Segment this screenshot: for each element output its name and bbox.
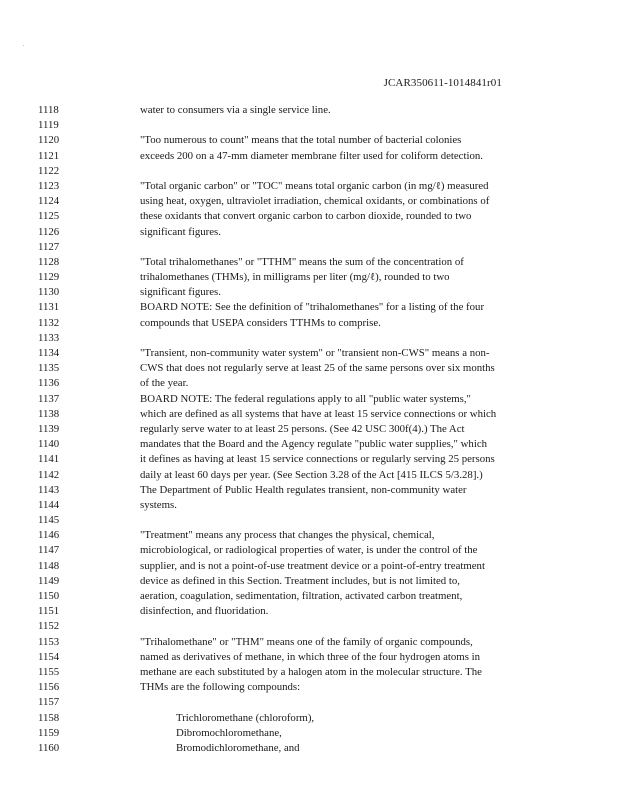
line-number: 1152 [38,620,60,633]
line-text: microbiological, or radiological properties of water, is under the control of the [140,544,478,557]
line-number: 1134 [38,347,60,359]
document-line [0,361,618,376]
line-number: 1156 [38,681,60,694]
document-line [0,179,618,194]
line-text: daily at least 60 days per year. (See Section 3.28 of the Act [415 ILCS 5/3.28].) [140,468,483,481]
line-number: 1154 [38,650,60,663]
line-text: of the year. [140,377,189,390]
line-number: 1126 [38,225,60,238]
line-number: 1125 [38,210,60,223]
line-number: 1135 [38,362,60,375]
document-line [0,285,618,300]
line-text: BOARD NOTE: See the definition of "trihalomethanes" for a listing of the four [140,301,485,314]
line-text: "Total organic carbon" or "TOC" means total organic carbon (in mg/ℓ) measured [140,179,489,192]
document-line [0,255,618,270]
line-number: 1145 [38,514,60,527]
line-number: 1130 [38,286,60,299]
line-number: 1137 [38,392,60,405]
line-text: significant figures. [140,286,221,299]
line-number: 1124 [38,195,60,208]
line-text: methane are each substituted by a halogen atom in the molecular structure. The [140,665,482,678]
line-number: 1136 [38,377,60,390]
line-number: 1121 [38,149,60,162]
line-number: 1123 [38,179,60,192]
line-number: 1138 [38,407,60,420]
document-line [0,118,618,133]
line-text: using heat, oxygen, ultraviolet irradiation, chemical oxidants, or combinations of [140,195,490,208]
document-line [0,331,618,346]
line-number: 1120 [38,134,60,147]
line-number: 1143 [38,483,60,496]
document-line [0,498,618,513]
line-number: 1132 [38,316,60,329]
document-line [0,680,618,695]
line-text: Trichloromethane (chloroform), [176,711,315,724]
line-number: 1127 [38,240,60,253]
line-number: 1142 [38,468,60,481]
line-text: exceeds 200 on a 47-mm diameter membrane filter used for coliform detection. [140,149,483,162]
line-text: "Trihalomethane" or "THM" means one of the family of organic compounds, [140,635,473,648]
line-text: "Too numerous to count" means that the total number of bacterial colonies [140,134,462,147]
line-number: 1146 [38,529,60,542]
line-text: which are defined as all systems that have at least 15 service connections or which [140,407,497,420]
line-text: CWS that does not regularly serve at least 25 of the same persons over six months [140,362,495,375]
document-line [0,133,618,148]
document-line [0,103,618,118]
line-number: 1133 [38,331,60,344]
document-line [0,209,618,224]
line-text: THMs are the following compounds: [140,681,301,694]
line-text: aeration, coagulation, sedimentation, filtration, activated carbon treatment, [140,590,463,602]
line-number: 1147 [38,544,60,557]
line-text: "Treatment" means any process that changes the physical, chemical, [140,529,435,542]
document-body [0,103,618,756]
document-line [0,376,618,391]
line-number: 1131 [38,301,60,314]
document-line [0,407,618,422]
document-line [0,452,618,467]
document-line [0,574,618,589]
document-line [0,437,618,452]
line-number: 1153 [38,635,60,648]
line-number: 1129 [38,271,60,284]
line-number: 1157 [38,696,60,709]
line-text: disinfection, and fluoridation. [140,605,269,618]
line-number: 1148 [38,559,60,572]
line-text: mandates that the Board and the Agency regulate "public water supplies," which [140,438,488,451]
line-text: named as derivatives of methane, in which three of the four hydrogen atoms in [140,650,480,663]
line-number: 1140 [38,438,60,451]
line-text: "Total trihalomethanes" or "TTHM" means the sum of the concentration of [140,255,464,268]
line-number: 1144 [38,498,60,511]
line-number: 1151 [38,605,60,618]
line-number: 1139 [38,422,60,435]
document-line [0,270,618,285]
document-line [0,711,618,726]
document-line [0,559,618,574]
line-number: 1122 [38,164,60,177]
line-text: The Department of Public Health regulates transient, non-community water [140,483,467,496]
line-text: compounds that USEPA considers TTHMs to comprise. [140,316,381,329]
line-text: BOARD NOTE: The federal regulations apply to all "public water systems," [140,392,471,405]
line-number: 1118 [38,104,59,116]
line-text: Dibromochloromethane, [176,726,282,739]
line-text: trihalomethanes (THMs), in milligrams per liter (mg/ℓ), rounded to two [140,271,450,284]
document-line [0,422,618,437]
line-number: 1149 [38,574,60,587]
document-line [0,513,618,528]
document-line [0,483,618,498]
line-number: 1119 [38,119,59,132]
document-line [0,741,618,756]
line-number: 1128 [38,255,60,268]
line-text: significant figures. [140,225,221,238]
document-line [0,300,618,315]
corner-mark: . [23,42,25,48]
line-number: 1155 [38,665,60,678]
document-line [0,316,618,331]
line-number: 1141 [38,453,60,466]
document-line [0,619,618,634]
line-text: "Transient, non-community water system" or "transient non-CWS" means a non- [140,347,490,359]
document-line [0,194,618,209]
document-line [0,589,618,604]
line-text: supplier, and is not a point-of-use treatment device or a point-of-entry treatment [140,559,485,572]
document-line [0,543,618,558]
document-line [0,528,618,543]
line-text: systems. [140,498,177,511]
line-text: these oxidants that convert organic carbon to carbon dioxide, rounded to two [140,210,472,223]
line-number: 1150 [38,590,60,602]
document-line [0,726,618,741]
line-text: Bromodichloromethane, and [176,741,300,754]
document-line [0,346,618,361]
line-text: regularly serve water to at least 25 persons. (See 42 USC 300f(4).) The Act [140,422,465,435]
document-line [0,164,618,179]
document-line [0,225,618,240]
line-text: it defines as having at least 15 service connections or regularly serving 25 persons [140,453,495,466]
line-text: device as defined in this Section. Treatment includes, but is not limited to, [140,574,460,587]
document-line [0,240,618,255]
line-number: 1159 [38,726,60,739]
line-text: water to consumers via a single service line. [140,104,331,116]
document-line [0,149,618,164]
line-number: 1160 [38,741,60,754]
document-line [0,635,618,650]
document-line [0,468,618,483]
document-line [0,604,618,619]
document-line [0,665,618,680]
document-line [0,392,618,407]
document-line [0,650,618,665]
document-line [0,695,618,710]
document-id-header: JCAR350611-1014841r01 [383,77,502,89]
line-number: 1158 [38,711,60,724]
